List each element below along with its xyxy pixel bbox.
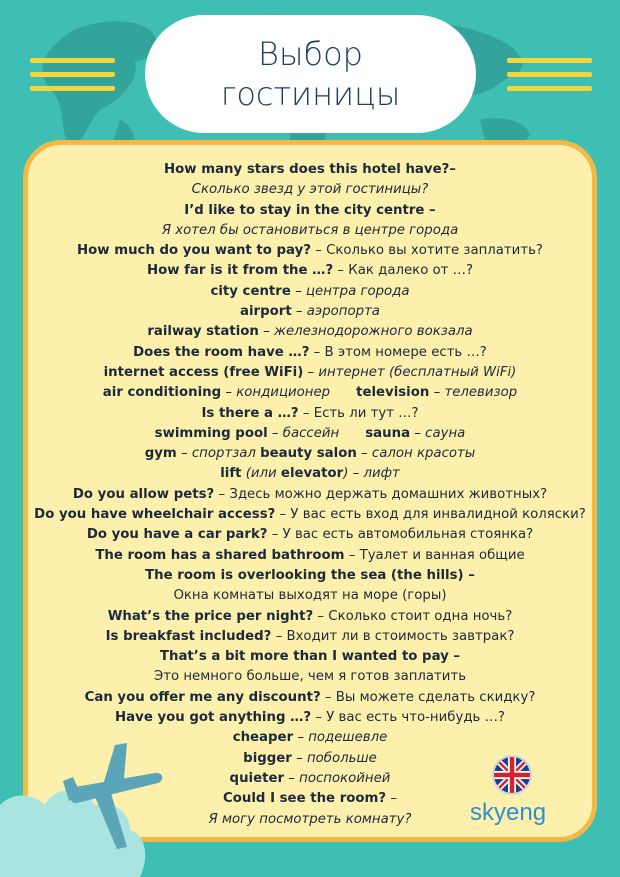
english-phrase: city centre [210,283,291,299]
title-cloud [148,18,473,130]
english-phrase: The room has a shared bathroom [95,547,345,563]
russian-translation: – Туалет и ванная общие [344,547,525,563]
phrase-line [23,708,597,728]
russian-translation: – интернет (бесплатный WiFi) [303,364,517,380]
russian-translation: – салон красоты [356,446,476,462]
phrase-line [23,363,597,383]
english-phrase: beauty salon [260,446,357,462]
left-decorative-stripes [30,58,115,100]
phrase-line [23,282,597,302]
russian-translation: – У вас есть что-нибудь …? [311,710,505,726]
russian-translation: – сауна [410,425,466,441]
phrase-line [23,201,597,221]
phrase-line [23,221,597,241]
phrase-line [23,647,597,667]
english-phrase: swimming pool [154,425,268,441]
russian-translation: ) – лифт [343,466,400,482]
english-phrase: I’d like to stay in the city centre – [184,202,436,218]
phrase-line [23,688,597,708]
russian-translation: – У вас есть автомобильная стоянка? [267,527,534,543]
english-phrase: sauna [365,425,411,441]
phrase-line [23,241,597,261]
english-phrase: What’s the price per night? [107,608,314,624]
russian-translation: – аэропорта [291,304,380,320]
russian-translation: – У вас есть вход для инвалидной коляски? [275,507,586,523]
phrase-line [23,505,597,525]
phrase-line [23,322,597,342]
russian-translation: – спортзал [176,446,261,462]
russian-translation: (или [241,466,281,482]
english-phrase: Do you allow pets? [72,486,215,502]
phrase-list [23,160,597,830]
phrase-line [23,667,597,687]
english-phrase: cheaper [232,730,294,746]
russian-translation: Окна комнаты выходят на море (горы) [173,588,447,604]
english-phrase: How many stars does this hotel have?– [164,162,456,177]
english-phrase: Can you offer me any discount? [84,689,321,705]
english-phrase: television [356,385,430,401]
phrase-line [23,566,597,586]
russian-translation: – Как далеко от …? [333,263,474,279]
english-phrase: lift [220,466,242,482]
phrase-line [23,444,597,464]
english-phrase: How much do you want to pay? [77,243,311,259]
english-phrase: The room is overlooking the sea (the hills) – [145,567,475,583]
phrase-line [23,525,597,545]
english-phrase: Is there a …? [201,405,299,421]
english-phrase: Have you got anything …? [115,710,312,726]
english-phrase: Do you have wheelchair access? [34,507,276,523]
right-decorative-stripes [507,58,592,100]
russian-translation: – Сколько вы хотите заплатить? [310,243,543,259]
russian-translation: – центра города [290,283,410,299]
russian-translation: Я хотел бы остановиться в центре города [161,222,459,238]
english-phrase: Does the room have …? [133,344,310,360]
english-phrase: internet access (free WiFi) [103,364,304,380]
russian-translation: – железнодорожного вокзала [258,324,473,340]
phrase-line [23,160,597,180]
airplane-icon [55,735,165,855]
english-phrase: gym [144,446,177,462]
phrase-line [23,180,597,200]
phrase-line [23,302,597,322]
russian-translation: – Вы можете сделать скидку? [320,689,536,705]
phrase-line [23,383,597,403]
russian-translation: – бассейн [267,425,340,441]
english-phrase: air conditioning [102,385,222,401]
phrase-line [23,261,597,281]
title-line-1: Выбор [258,35,363,73]
logo-text: skyeng [470,799,547,826]
russian-translation: – кондиционер [221,385,331,401]
skyeng-logo [470,755,590,835]
russian-translation: – Здесь можно держать домашних животных? [214,486,548,502]
phrase-line [23,485,597,505]
english-phrase: Could I see the room? [223,791,387,807]
russian-translation: – поспокойней [284,770,391,786]
title-line-2: гостиницы [220,75,401,113]
english-phrase: How far is it from the …? [146,263,334,279]
russian-translation: – [386,791,397,807]
english-phrase: Do you have a car park? [86,527,268,543]
phrase-line [23,404,597,424]
english-phrase: airport [240,304,292,320]
phrase-line [23,546,597,566]
english-phrase: elevator [280,466,344,482]
phrase-line [23,424,597,444]
phrase-line [23,586,597,606]
english-phrase: Is breakfast included? [105,628,272,644]
russian-translation: – Есть ли тут …? [298,405,419,421]
russian-translation: – Сколько стоит одна ночь? [313,608,513,624]
russian-translation: – телевизор [429,385,518,401]
russian-translation: Сколько звезд у этой гостиницы? [191,182,429,198]
phrase-line [23,627,597,647]
russian-translation: Это немного больше, чем я готов заплатить [153,669,467,685]
phrase-line [23,464,597,484]
english-phrase: bigger [243,750,292,766]
phrase-line [23,607,597,627]
english-phrase: railway station [147,324,259,340]
russian-translation: – Входит ли в стоимость завтрак? [271,628,515,644]
russian-translation: – подешевле [293,730,388,746]
phrase-line [23,343,597,363]
globe-flag-icon [492,755,532,795]
russian-translation: – побольше [291,750,377,766]
russian-translation: Я могу посмотреть комнату? [208,811,412,827]
english-phrase: quieter [229,770,285,786]
english-phrase: That’s a bit more than I wanted to pay – [159,649,461,665]
russian-translation: – В этом номере есть …? [309,344,487,360]
